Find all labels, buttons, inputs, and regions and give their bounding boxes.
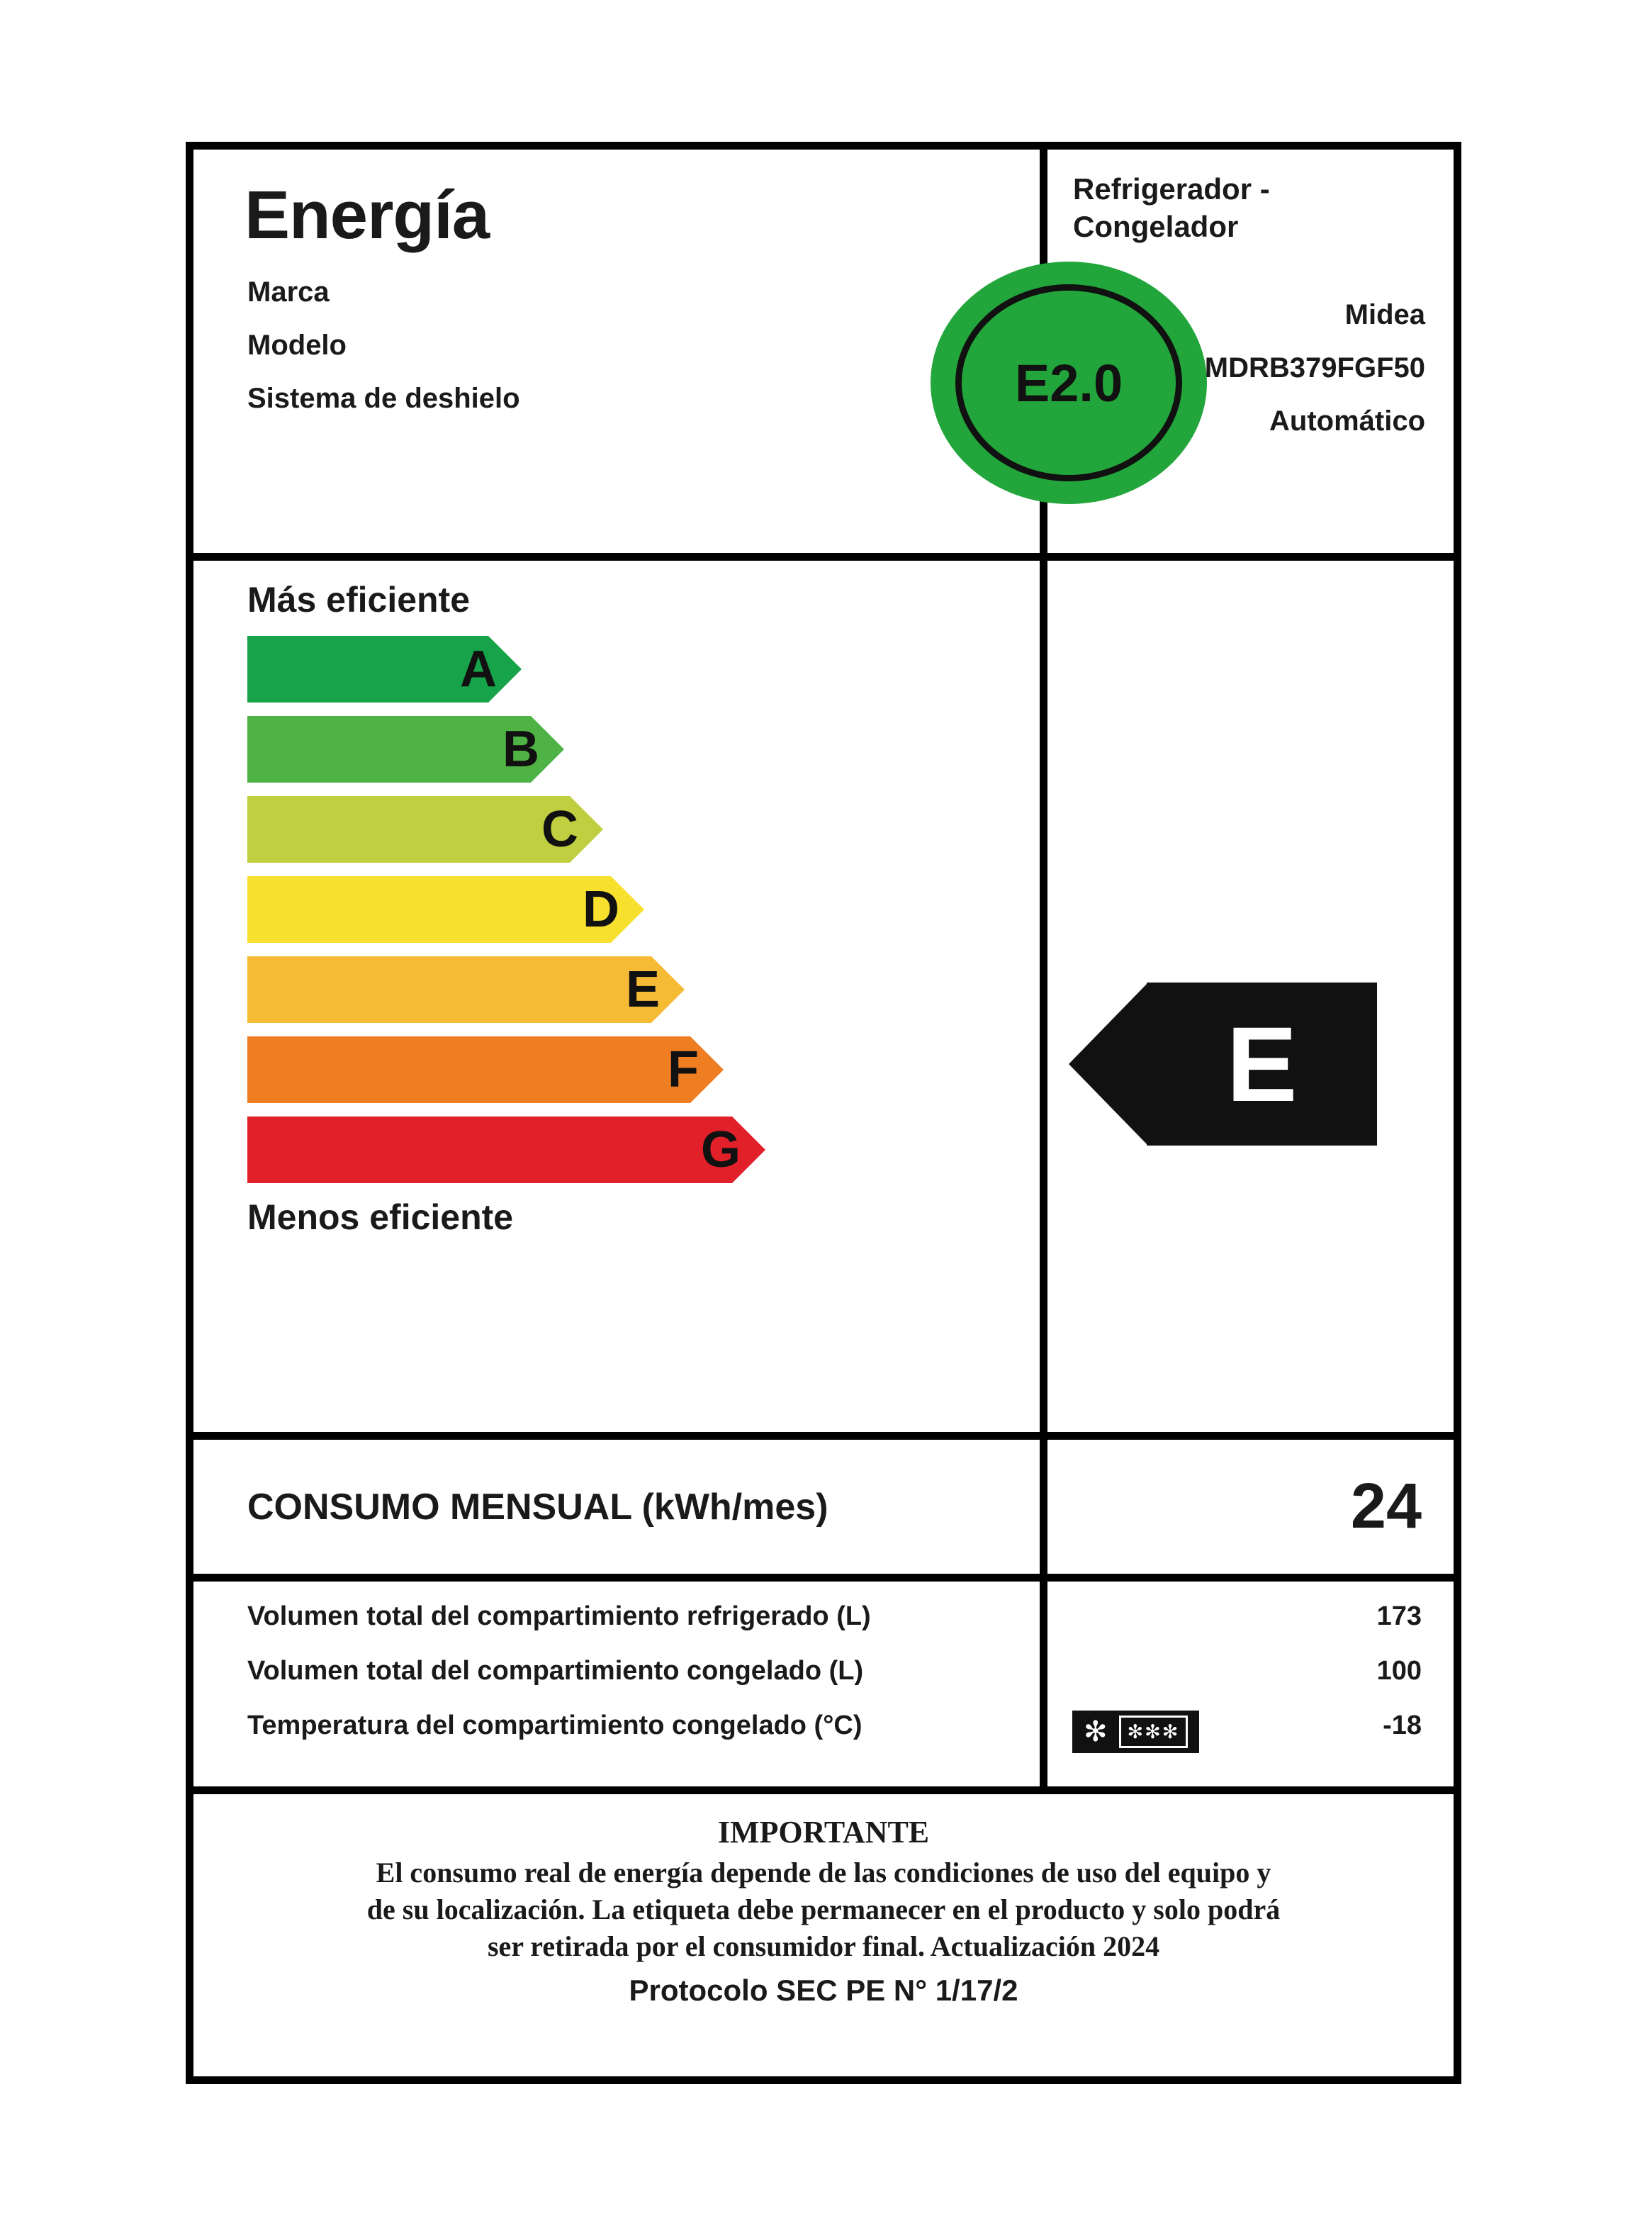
footer-protocol: Protocolo SEC PE N° 1/17/2	[629, 1974, 1018, 2007]
result-panel	[1047, 561, 1454, 1432]
consumption-section	[193, 1440, 1454, 1582]
header-field-values	[1205, 300, 1425, 459]
most-efficient-caption: Más eficiente	[247, 580, 471, 620]
scale-bars	[193, 636, 1040, 1183]
star-rating-icon	[1072, 1711, 1199, 1753]
value-defrost: Automático	[1269, 405, 1425, 437]
scale-bar-letter: A	[460, 641, 497, 698]
specs-labels	[193, 1582, 1047, 1786]
footer-section	[193, 1794, 1454, 2076]
footer-title: IMPORTANTE	[717, 1815, 930, 1849]
spec-value-freezer-temp: -18	[1383, 1710, 1422, 1740]
scale-bars-panel	[193, 561, 1047, 1432]
consumption-label-cell	[193, 1440, 1047, 1574]
scale-bar-letter: G	[700, 1121, 741, 1178]
scale-bar-letter: E	[625, 961, 660, 1018]
consumption-value: 24	[1350, 1471, 1422, 1542]
result-arrow-icon	[1069, 983, 1377, 1146]
scale-bar-letter: F	[668, 1041, 699, 1098]
scale-bar-letter: B	[502, 721, 539, 778]
footer-line-3: ser retirada por el consumidor final. Actualización 2024	[487, 1930, 1160, 1962]
scale-bar	[247, 1116, 1040, 1183]
page-title: Energía	[245, 177, 490, 253]
scale-bar	[247, 636, 1040, 703]
badge-label: E2.0	[1014, 353, 1123, 413]
result-letter: E	[1226, 1004, 1298, 1124]
scale-bar	[247, 1036, 1040, 1103]
value-brand: Midea	[1344, 299, 1425, 330]
scale-bar	[247, 876, 1040, 943]
energy-label	[186, 142, 1461, 2084]
header-right	[1047, 150, 1454, 553]
spec-value-freezer-volume: 100	[1376, 1655, 1422, 1686]
scale-bar	[247, 956, 1040, 1023]
specs-values	[1047, 1582, 1454, 1786]
header-field-labels	[247, 277, 520, 437]
specs-section	[193, 1582, 1454, 1794]
appliance-type: Refrigerador - Congelador	[1073, 172, 1270, 243]
header-section	[193, 150, 1454, 561]
scale-bar	[247, 796, 1040, 863]
energy-badge	[739, 242, 1123, 525]
three-stars-icon: ✻✻✻	[1119, 1716, 1189, 1748]
consumption-value-cell	[1047, 1440, 1454, 1574]
header-left	[193, 150, 1123, 553]
spec-label-fridge-volume: Volumen total del compartimiento refrigerado (L)	[247, 1601, 871, 1631]
field-label-brand: Marca	[247, 276, 330, 308]
field-label-model: Modelo	[247, 330, 347, 361]
spec-label-freezer-temp: Temperatura del compartimiento congelado (°C)	[247, 1710, 862, 1740]
efficiency-scale-section	[193, 561, 1454, 1440]
footer-line-2: de su localización. La etiqueta debe permanecer en el producto y solo podrá	[366, 1893, 1281, 1925]
scale-bar-letter: D	[583, 881, 619, 938]
consumption-label: CONSUMO MENSUAL (kWh/mes)	[247, 1486, 828, 1528]
spec-value-fridge-volume: 173	[1376, 1601, 1422, 1631]
field-label-defrost: Sistema de deshielo	[247, 383, 520, 414]
spec-label-freezer-volume: Volumen total del compartimiento congelado (L)	[247, 1655, 864, 1686]
scale-bar-letter: C	[541, 801, 578, 858]
scale-bar	[247, 716, 1040, 783]
footer-line-1: El consumo real de energía depende de las condiciones de uso del equipo y	[376, 1857, 1271, 1888]
snowflake-icon: ✻	[1084, 1716, 1108, 1747]
value-model: MDRB379FGF50	[1204, 352, 1425, 384]
least-efficient-caption: Menos eficiente	[247, 1197, 514, 1237]
